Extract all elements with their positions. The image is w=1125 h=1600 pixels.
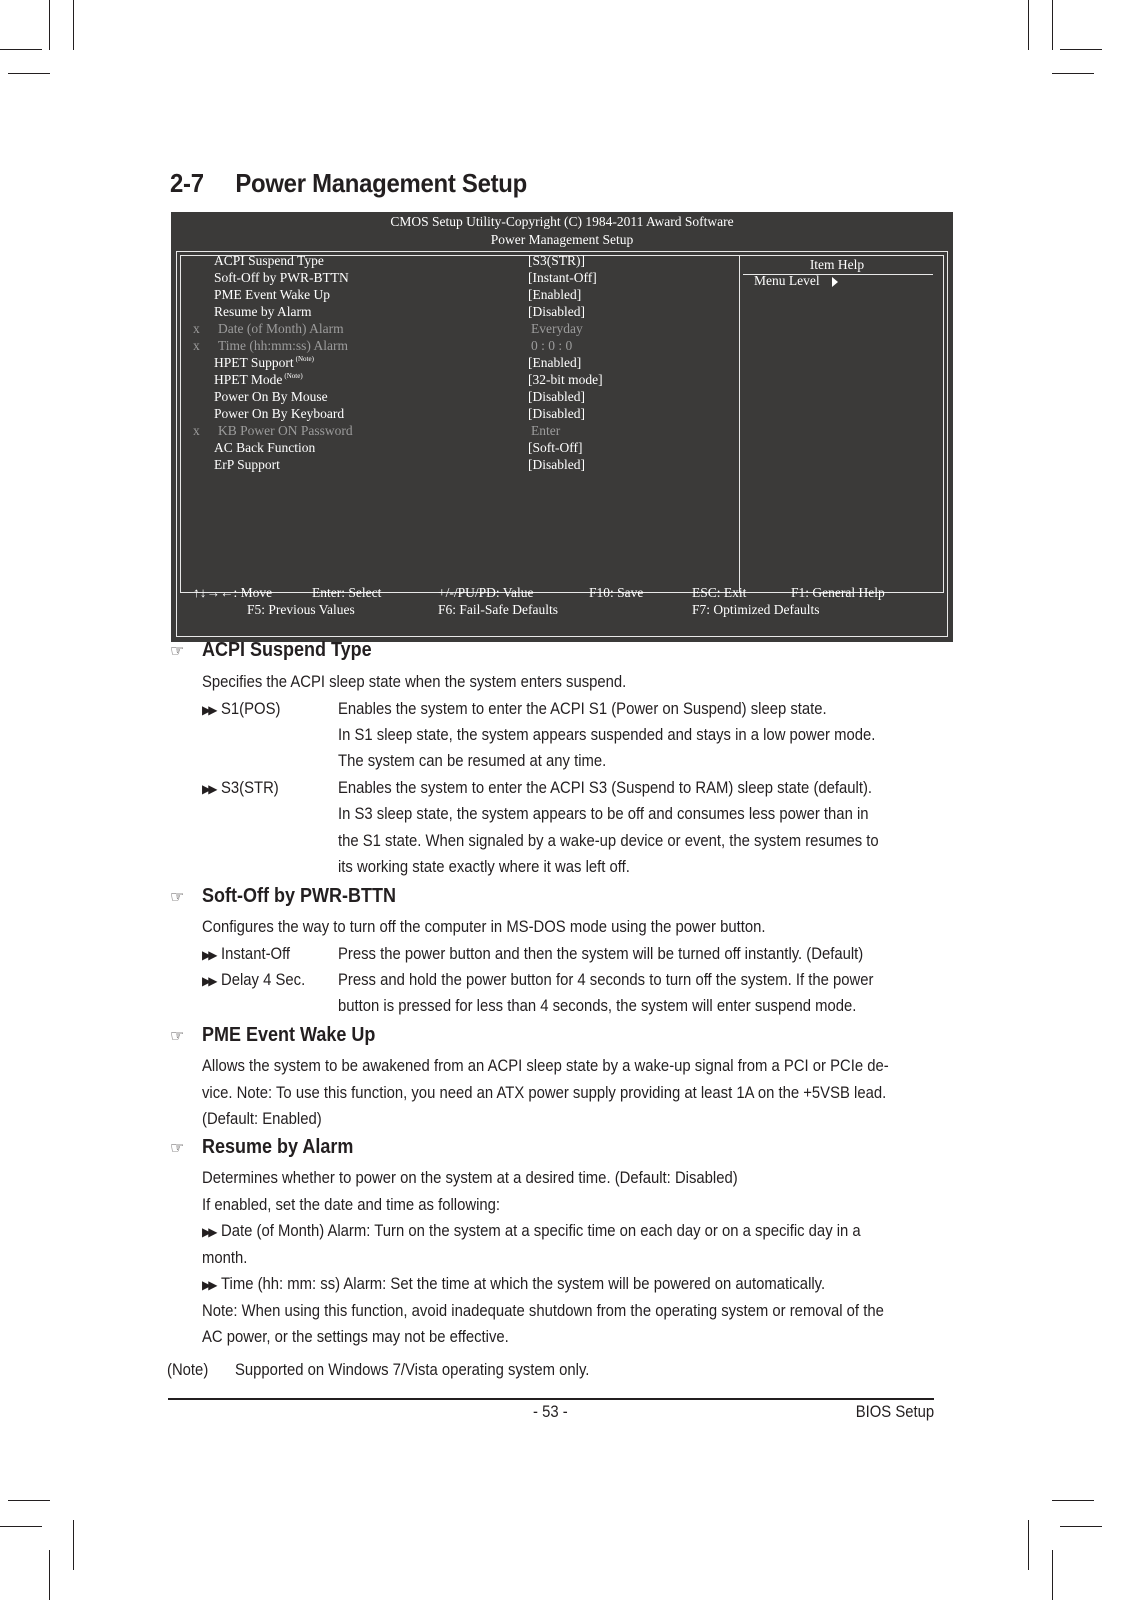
footer-divider [168, 1398, 934, 1400]
option-description: In S3 sleep state, the system appears to be off and consumes less power than in [338, 805, 869, 823]
bios-option-label: Soft-Off by PWR-BTTN [214, 270, 349, 285]
bios-option-power-on-mouse[interactable] [171, 389, 731, 406]
crop-mark [1052, 73, 1094, 74]
paragraph: month. [202, 1249, 248, 1267]
bios-option-kb-password [171, 423, 731, 440]
disabled-mark: x [193, 321, 200, 336]
heading-soft-off: ☞ Soft-Off by PWR-BTTN [170, 885, 396, 907]
menu-level [754, 273, 838, 289]
note-marker: (Note) [284, 372, 303, 380]
bios-option-value: [Soft-Off] [528, 440, 583, 455]
bios-option-value: [Instant-Off] [528, 270, 597, 285]
menu-level-label: Menu Level [754, 273, 820, 288]
option-description: Enables the system to enter the ACPI S1 (Power on Suspend) sleep state. [338, 700, 827, 718]
paragraph: Determines whether to power on the system at a desired time. (Default: Disabled) [202, 1169, 738, 1187]
item-help-title: Item Help [809, 257, 865, 272]
option-description: the S1 state. When signaled by a wake-up device or event, the system resumes to [338, 832, 879, 850]
section-title: Power Management Setup [235, 168, 527, 198]
crop-mark [1060, 1526, 1102, 1527]
footer-optimized: F7: Optimized Defaults [692, 602, 820, 617]
bios-option-value: 0 : 0 : 0 [531, 338, 573, 353]
section-number: 2-7 [170, 168, 204, 198]
heading-pme-wake: ☞ PME Event Wake Up [170, 1024, 376, 1046]
bios-option-hpet-support[interactable] [171, 355, 731, 372]
paragraph: If enabled, set the date and time as following: [202, 1196, 501, 1214]
page-number: - 53 - [533, 1403, 568, 1421]
footer-failsafe: F6: Fail-Safe Defaults [438, 602, 558, 617]
double-arrow-icon: ▶▶ [202, 948, 215, 962]
option-description: button is pressed for less than 4 seconds, the system will enter suspend mode. [338, 997, 857, 1015]
footer-exit: ESC: Exit [692, 585, 747, 600]
crop-mark [1028, 1520, 1029, 1570]
bios-option-label: ACPI Suspend Type [214, 253, 324, 268]
bios-option-ac-back[interactable] [171, 440, 731, 457]
page-title [170, 168, 527, 199]
bios-option-label: Power On By Mouse [214, 389, 328, 404]
option-delay-4-sec: ▶▶ Delay 4 Sec. [202, 971, 306, 989]
paragraph: Configures the way to turn off the computer in MS-DOS mode using the power button. [202, 918, 766, 936]
bios-option-label: Resume by Alarm [214, 304, 312, 319]
bios-option-label-text: HPET Support [214, 355, 294, 370]
triangle-right-icon [832, 277, 838, 287]
footer-prev: F5: Previous Values [247, 602, 355, 617]
footnote-text: Supported on Windows 7/Vista operating system only. [235, 1361, 590, 1379]
footer-move: ↑↓→←: Move [193, 585, 273, 600]
paragraph: ▶▶ Time (hh: mm: ss) Alarm: Set the time at which the system will be powered on automatically. [202, 1275, 826, 1293]
bios-option-value: [Disabled] [528, 406, 585, 421]
crop-mark [1028, 0, 1029, 50]
bios-option-resume-alarm[interactable] [171, 304, 731, 321]
paragraph: Specifies the ACPI sleep state when the system enters suspend. [202, 673, 627, 691]
pointing-hand-icon: ☞ [170, 889, 185, 906]
bios-option-label: Date (of Month) Alarm [218, 321, 344, 336]
bios-option-value: [Disabled] [528, 304, 585, 319]
bios-option-value: [Enabled] [528, 287, 582, 302]
option-description: In S1 sleep state, the system appears suspended and stays in a low power mode. [338, 726, 876, 744]
bios-option-value: [32-bit mode] [528, 372, 603, 387]
crop-mark [49, 0, 50, 50]
crop-mark [8, 1500, 50, 1501]
double-arrow-icon: ▶▶ [202, 1278, 215, 1292]
heading-resume-alarm: ☞ Resume by Alarm [170, 1136, 354, 1158]
double-arrow-icon: ▶▶ [202, 974, 215, 988]
bios-option-label: Time (hh:mm:ss) Alarm [218, 338, 349, 353]
crop-mark [1052, 0, 1053, 50]
paragraph: Allows the system to be awakened from an ACPI sleep state by a wake-up signal from a PCI or PCIe de- [202, 1057, 889, 1075]
bios-option-value: Everyday [531, 321, 583, 336]
paragraph: (Default: Enabled) [202, 1110, 322, 1128]
bios-option-label: Power On By Keyboard [214, 406, 345, 421]
bios-option-acpi-suspend-type[interactable] [171, 253, 731, 270]
pointing-hand-icon: ☞ [170, 643, 185, 660]
paragraph: Note: When using this function, avoid inadequate shutdown from the operating system or removal of the [202, 1302, 884, 1320]
bios-option-value: [S3(STR)] [528, 253, 585, 268]
option-s3: ▶▶ S3(STR) [202, 779, 280, 797]
bios-option-label [214, 372, 303, 388]
bios-option-label: KB Power ON Password [218, 423, 353, 438]
option-description: Press and hold the power button for 4 seconds to turn off the system. If the power [338, 971, 874, 989]
pointing-hand-icon: ☞ [170, 1140, 185, 1157]
double-arrow-icon: ▶▶ [202, 1225, 215, 1239]
double-arrow-icon: ▶▶ [202, 782, 215, 796]
option-s1: ▶▶ S1(POS) [202, 700, 281, 718]
bios-option-label: ErP Support [214, 457, 280, 472]
crop-mark [0, 1526, 42, 1527]
bios-option-value: [Enabled] [528, 355, 582, 370]
crop-mark [49, 1550, 50, 1600]
paragraph: vice. Note: To use this function, you need an ATX power supply providing at least 1A on the +5VSB lead. [202, 1084, 887, 1102]
bios-option-value: Enter [531, 423, 561, 438]
bios-option-power-on-keyboard[interactable] [171, 406, 731, 423]
option-description: Enables the system to enter the ACPI S3 (Suspend to RAM) sleep state (default). [338, 779, 873, 797]
option-instant-off: ▶▶ Instant-Off [202, 945, 291, 963]
heading-acpi-suspend: ☞ ACPI Suspend Type [170, 639, 372, 661]
bios-header-copyright: CMOS Setup Utility-Copyright (C) 1984-2011 Award Software [390, 214, 734, 229]
footer-enter: Enter: Select [312, 585, 382, 600]
footnote-tag: (Note) [167, 1361, 209, 1379]
disabled-mark: x [193, 338, 200, 353]
bios-option-label-text: HPET Mode [214, 372, 283, 387]
bios-option-label: AC Back Function [214, 440, 316, 455]
bios-option-hpet-mode[interactable] [171, 372, 731, 389]
crop-mark [73, 0, 74, 50]
option-description: Press the power button and then the system will be turned off instantly. (Default) [338, 945, 864, 963]
bios-option-value: [Disabled] [528, 389, 585, 404]
bios-header-page: Power Management Setup [490, 232, 634, 247]
double-arrow-icon: ▶▶ [202, 703, 215, 717]
paragraph: AC power, or the settings may not be effective. [202, 1328, 509, 1346]
crop-mark [1052, 1500, 1094, 1501]
paragraph: ▶▶ Date (of Month) Alarm: Turn on the system at a specific time on each day or on a specific day in a [202, 1222, 862, 1240]
note-marker: (Note) [295, 355, 314, 363]
bios-option-pme-wake[interactable] [171, 287, 731, 304]
crop-mark [1060, 49, 1102, 50]
option-description: The system can be resumed at any time. [338, 752, 607, 770]
bios-option-label: PME Event Wake Up [214, 287, 331, 302]
page-section-label: BIOS Setup [855, 1403, 934, 1421]
bios-option-date-alarm [171, 321, 731, 338]
bios-option-value: [Disabled] [528, 457, 585, 472]
footer-help: F1: General Help [791, 585, 885, 600]
option-description: its working state exactly where it was left off. [338, 858, 630, 876]
crop-mark [0, 49, 42, 50]
bios-option-soft-off[interactable] [171, 270, 731, 287]
footer-save: F10: Save [589, 585, 644, 600]
bios-panel-divider [739, 256, 740, 592]
bios-screenshot [171, 212, 953, 642]
crop-mark [1052, 1550, 1053, 1600]
crop-mark [73, 1520, 74, 1570]
footer-value: +/-/PU/PD: Value [438, 585, 534, 600]
pointing-hand-icon: ☞ [170, 1028, 185, 1045]
crop-mark [8, 73, 50, 74]
bios-option-label [214, 355, 314, 371]
bios-option-erp-support[interactable] [171, 457, 731, 474]
footnote [167, 1361, 629, 1380]
disabled-mark: x [193, 423, 200, 438]
bios-option-time-alarm [171, 338, 731, 355]
